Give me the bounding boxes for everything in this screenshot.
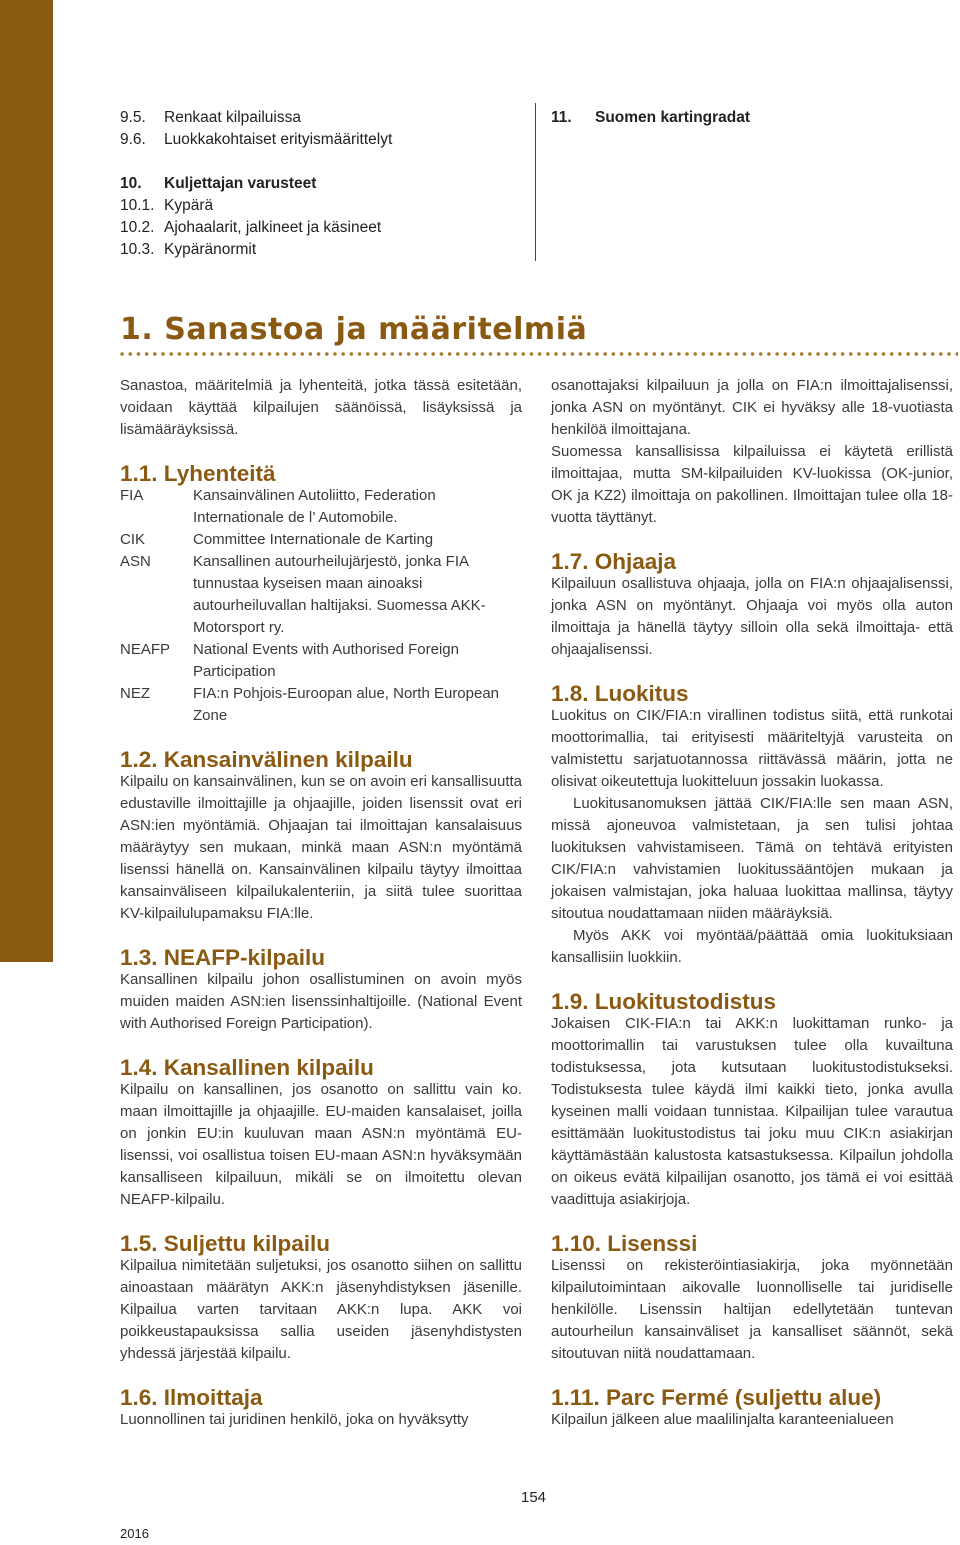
toc-entry bbox=[120, 217, 520, 239]
paragraph-indented: Luokitusanomuksen jättää CIK/FIA:lle sen maan ASN, missä ajoneuvoa valmistetaan, ja sen tulisi johtaa luokituksen vahvistamiseen. Tämä on tehtävä erityisten CIK/FIA:n vahvistamien luokitussääntöjen mukaan ja jokaisen valmistajan, joka haluaa luokittaa mallinsa, täytyy sitoutua noudattamaan niiden määräyksiä. bbox=[551, 795, 953, 922]
paragraph: Kansallinen kilpailu johon osallistuminen on avoin myös muiden maiden ASN:ien lisenssinhaltijoille. (National Event with Authorised Foreign Participation). bbox=[120, 971, 522, 1032]
paragraph: Kilpailua nimitetään suljetuksi, jos osanotto siihen on sallittu ainoastaan määrätyn AKK:n jäsenyhdistyksen jäsenille. Kilpailua varten tarvitaan AKK:n lupa. AKK voi poikkeustapauksissa sallia useiden jäsenyhdistysten yhdessä järjestää kilpailu. bbox=[120, 1257, 522, 1362]
dotted-divider bbox=[118, 351, 958, 357]
paragraph-spacer bbox=[120, 441, 522, 463]
section-heading: 1.5. Suljettu kilpailu bbox=[120, 1231, 331, 1256]
paragraph-spacer bbox=[551, 661, 953, 683]
paragraph: Lisenssi on rekisteröintiasiakirja, joka myönnetään kilpailutoimintaan aikovalle luonnolliselle tai juridiselle henkilölle. Lisenssin haltijan edellytetään tuntevan autourheilun kansainväliset ja kansalliset säännöt, sekä sitoutuvan niitä noudattamaan. bbox=[551, 1257, 953, 1362]
toc-entry bbox=[120, 195, 520, 217]
abbreviation-term: FIA bbox=[120, 487, 144, 504]
paragraph-spacer bbox=[120, 925, 522, 947]
section-heading: 1.7. Ohjaaja bbox=[551, 549, 677, 574]
abbreviation-row bbox=[120, 485, 522, 529]
paragraph-spacer bbox=[551, 1211, 953, 1233]
paragraph: osanottajaksi kilpailuun ja jolla on FIA:n ilmoittajalisenssi, jonka ASN on myöntänyt. CIK ei hyväksy alle 18-vuotiasta henkilöä ilmoittajana. bbox=[551, 377, 953, 438]
toc-entry-label: Kuljettajan varusteet bbox=[164, 175, 317, 192]
paragraph-spacer bbox=[120, 1365, 522, 1387]
paragraph: Sanastoa, määritelmiä ja lyhenteitä, jotka tässä esitetään, voidaan käyttää kilpailujen säänöissä, lisäyksissä ja lisämääräyksissä. bbox=[120, 377, 522, 438]
section-heading: 1.3. NEAFP-kilpailu bbox=[120, 945, 326, 970]
toc-entry-number: 9.6. bbox=[120, 131, 146, 148]
toc-entry-number: 10.3. bbox=[120, 241, 155, 258]
toc-entry bbox=[120, 107, 520, 129]
toc-entry-label: Renkaat kilpailuissa bbox=[164, 109, 301, 126]
paragraph: Kilpailuun osallistuva ohjaaja, jolla on FIA:n ohjaajalisenssi, jonka ASN on myöntänyt. Ohjaaja voi myös olla auton ilmoittaja ja hänellä täytyy silloin olla sekä ilmoittaja- että ohjaajalisenssi. bbox=[551, 575, 953, 658]
abbreviation-term: NEZ bbox=[120, 685, 150, 702]
section-heading: 1.8. Luokitus bbox=[551, 681, 689, 706]
abbreviation-definition: FIA:n Pohjois-Euroopan alue, North European Zone bbox=[193, 685, 500, 724]
toc-right-column bbox=[551, 107, 931, 129]
paragraph-spacer bbox=[120, 1035, 522, 1057]
toc-spacer bbox=[120, 151, 520, 173]
paragraph-indented: Myös AKK voi myöntää/päättää omia luokituksiaan kansallisiin luokkiin. bbox=[551, 927, 953, 966]
abbreviation-row bbox=[120, 551, 522, 639]
toc-entry bbox=[551, 107, 931, 129]
paragraph: Luonnollinen tai juridinen henkilö, joka on hyväksytty bbox=[120, 1411, 469, 1428]
abbreviation-term: CIK bbox=[120, 531, 146, 548]
abbreviation-term: NEAFP bbox=[120, 641, 171, 658]
paragraph: Kilpailun jälkeen alue maalilinjalta karanteenialueen bbox=[551, 1411, 894, 1428]
chapter-title: 1. Sanastoa ja määritelmiä bbox=[120, 312, 588, 347]
abbreviation-definition: National Events with Authorised Foreign Participation bbox=[193, 641, 459, 680]
toc-entry-label: Ajohaalarit, jalkineet ja käsineet bbox=[164, 219, 382, 236]
right-text-column bbox=[551, 375, 953, 1431]
toc-entry-label: Kypärä bbox=[164, 197, 214, 214]
left-text-column bbox=[120, 375, 522, 1431]
toc-divider bbox=[535, 103, 536, 261]
toc-entry-label: Kypäränormit bbox=[164, 241, 257, 258]
paragraph-spacer bbox=[120, 1211, 522, 1233]
section-heading: 1.11. Parc Fermé (suljettu alue) bbox=[551, 1385, 882, 1410]
toc-entry-number: 9.5. bbox=[120, 109, 146, 126]
section-heading: 1.6. Ilmoittaja bbox=[120, 1385, 263, 1410]
section-heading: 1.2. Kansainvälinen kilpailu bbox=[120, 747, 413, 772]
paragraph: Jokaisen CIK-FIA:n tai AKK:n luokittaman runko- ja moottorimallin tai varustuksen tulee olla kuvailtuna todistuksessa, jota kutsutaan luokitustodistukseksi. Todistuksesta tulee käydä ilmi kaikki tieto, jonka avulla kyseinen malli voidaan tunnistaa. Kilpailijan tulee varautua esittämään luokitustodistus tai joku muu CIK:n asiakirjan käyttämästään kalustosta katsastuksessa. Kilpailun johdolla on oikeus evätä kilpailijan osanotto, jos tämä ei voi esittää vaadittuja asiakirjoja. bbox=[551, 1015, 953, 1208]
section-heading: 1.4. Kansallinen kilpailu bbox=[120, 1055, 374, 1080]
paragraph: Kilpailu on kansallinen, jos osanotto on sallittu vain ko. maan ilmoittajille ja ohjaajille. EU-maiden kansalaiset, joilla on jonkin EU:in kuuluvan maan ASN:n myöntämä EU-lisenssi, voi osallistua toisen EU-maan ASN:n hyväksymään kansalliseen kilpailuun, mikäli se on ilmoitettu olevan NEAFP-kilpailu. bbox=[120, 1081, 522, 1208]
paragraph-spacer bbox=[120, 727, 522, 749]
abbreviation-row bbox=[120, 529, 522, 551]
toc-entry-number: 10.2. bbox=[120, 219, 155, 236]
section-heading: 1.1. Lyhenteitä bbox=[120, 461, 276, 486]
footer-year: 2016 bbox=[120, 1526, 149, 1541]
abbreviation-definition: Committee Internationale de Karting bbox=[193, 531, 434, 548]
abbreviation-row bbox=[120, 683, 522, 727]
toc-left-column bbox=[120, 107, 520, 261]
toc-entry bbox=[120, 129, 520, 151]
abbreviation-row bbox=[120, 639, 522, 683]
abbreviation-term: ASN bbox=[120, 553, 151, 570]
toc-entry-label: Luokkakohtaiset erityismäärittelyt bbox=[164, 131, 393, 148]
toc-entry bbox=[120, 239, 520, 261]
toc-entry-number: 10.1. bbox=[120, 197, 155, 214]
page-number: 154 bbox=[521, 1489, 547, 1506]
paragraph-spacer bbox=[551, 529, 953, 551]
paragraph-spacer bbox=[551, 1365, 953, 1387]
section-heading: 1.9. Luokitustodistus bbox=[551, 989, 777, 1014]
toc-entry bbox=[120, 173, 520, 195]
paragraph: Kilpailu on kansainvälinen, kun se on avoin eri kansallisuutta edustaville ilmoittajille ja ohjaajille, joiden lisenssit ovat eri ASN:ien myöntämiä. Ohjaajan tai ilmoittajan kansalaisuus määräytyy sen mukaan, minkä maan ASN:n myöntämä lisenssi hänellä on. Kansainvälinen kilpailu täytyy ilmoittaa kansainväliseen kilpailukalenteriin, ja siitä tulee suorittaa KV-kilpailulupamaksu FIA:lle. bbox=[120, 773, 522, 922]
decorative-side-band bbox=[0, 0, 53, 962]
paragraph-spacer bbox=[551, 969, 953, 991]
toc-entry-number: 10. bbox=[120, 175, 142, 192]
abbreviation-definition: Kansallinen autourheilujärjestö, jonka FIA tunnustaa kyseisen maan ainoaksi autourheiluvallan haltijaksi. Suomessa AKK-Motorsport ry. bbox=[193, 553, 486, 636]
paragraph: Luokitus on CIK/FIA:n virallinen todistus siitä, että runkotai moottorimallia, tai erityisesti määriteltyjä varusteita on valmistettu sarjatuotannossa riittävässä määrin, jotta ne olisivat oikeutettuja luokitteluun jossakin luokassa. bbox=[551, 707, 953, 790]
toc-entry-label: Suomen kartingradat bbox=[595, 109, 751, 126]
paragraph: Suomessa kansallisissa kilpailuissa ei käytetä erillistä ilmoittajaa, mutta SM-kilpailuiden KV-luokissa (OK-junior, OK ja KZ2) ilmoittaja on pakollinen. Ilmoittajan tulee olla 18-vuotta täyttänyt. bbox=[551, 443, 953, 526]
abbreviation-definition: Kansainvälinen Autoliitto, Federation Internationale de l’ Automobile. bbox=[193, 487, 436, 526]
section-heading: 1.10. Lisenssi bbox=[551, 1231, 698, 1256]
toc-entry-number: 11. bbox=[551, 109, 572, 126]
